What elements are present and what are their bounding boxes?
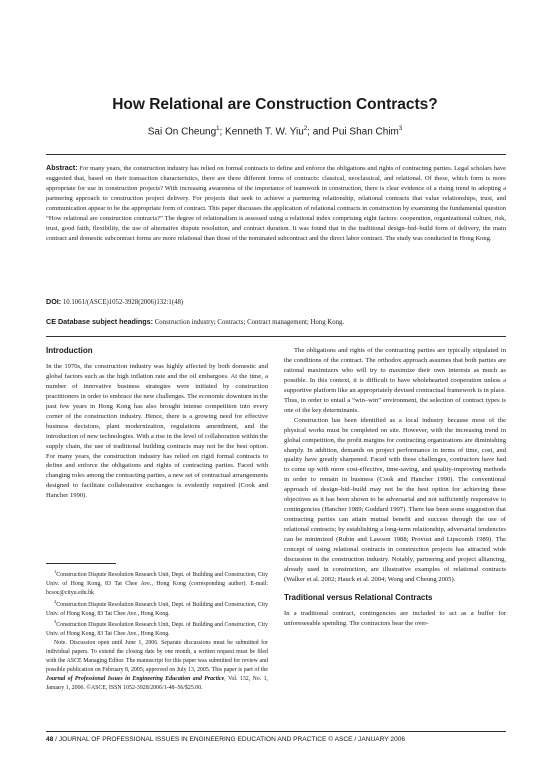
author-name: ; and Pui Shan Chim [307, 126, 399, 138]
top-divider [46, 154, 506, 155]
footnote-1: $^1$Construction Dispute Resolution Research Unit, Dept. of Building and Construction, City Univ. of Hong Kong, 83 Tat Chee Ave., Hong Kong (corresponding author). E-mail: bcsoc@cityu.edu.hk [46, 569, 268, 596]
footer-divider [46, 731, 506, 732]
left-column [46, 346, 268, 501]
author-superscript: 2 [303, 126, 308, 132]
subject-headings-value: Construction industry; Contracts; Contract management; Hong Kong. [154, 319, 345, 326]
footnotes-block [46, 568, 268, 693]
paper-title: How Relational are Construction Contracts? [112, 96, 438, 113]
page-footer [46, 736, 506, 743]
page-number: 48 [46, 736, 54, 743]
intro-paragraph: In the 1970s, the construction industry was highly affected by both domestic and global factors such as the high inflation rate and the oil embargoes. At the time, a number of innovative business strategies were initiated by construction practitioners in order to embrace the new challenges. The economic downturn in the past few years in Hong Kong has also brought intense competition into every corner of the construction industry. Hence, there is a growing need for effective business decisions, plant modernization, regulations amendment, and the introduction of new technologies. With a rise in the level of collaboration within the supply chain, the use of traditional building contracts may not be the best option. For many years, the construction industry has relied on rigid formal contracts to define and enforce the obligations and rights of contracting parties. Faced with changing roles among the contracting parties, a new set of contractual arrangements designed to facilitate collaborative exchanges is evidently required (Cook and Hancher 1990). [46, 362, 268, 500]
section-heading-traditional-vs-relational: Traditional versus Relational Contracts [284, 592, 433, 602]
author-name: Sai On Cheung [147, 126, 217, 138]
footnote-3: $^3$Construction Dispute Resolution Research Unit, Dept. of Building and Construction, City Univ. of Hong Kong, 83 Tat Chee Ave., Hong Kong. [46, 619, 268, 638]
abstract-bottom-divider [46, 336, 506, 337]
footnote-divider [46, 563, 116, 564]
abstract-block [46, 163, 506, 244]
doi-label: DOI: [46, 297, 62, 306]
doi-line [46, 297, 506, 306]
right-column [284, 346, 506, 629]
doi-value[interactable]: 10.1061/(ASCE)1052-3928(2006)132:1(48) [62, 299, 184, 306]
author-superscript: 1 [216, 126, 220, 132]
section-heading-introduction: Introduction [46, 346, 93, 355]
journal-name: Journal of Professional Issues in Engineering Education and Practice [46, 675, 225, 682]
footer-journal: / JOURNAL OF PROFESSIONAL ISSUES IN ENGINEERING EDUCATION AND PRACTICE © ASCE / JANUARY 2006 [53, 736, 406, 743]
right-paragraph-1: The obligations and rights of the contracting parties are typically stipulated in the conditions of the contract. The orthodox approach assumes that both parties are rational maximizers who will try to maximize their own interests as much as possible. In this context, it is difficult to have wholehearted cooperation unless a supportive platform like an appropriately devised contractual framework is in place. Thus, in order to entail a “win–win” environment, the selection of contract types is one of the key determinants. [284, 347, 506, 414]
footnote-2: $^2$Construction Dispute Resolution Research Unit, Dept. of Building and Construction, City Univ. of Hong Kong, 83 Tat Chee Ave., Hong Kong. [46, 598, 268, 617]
right-paragraph-2: Construction has been identified as a local industry because most of the physical works must be completed on site. However, with the increasing trend in global competition, the profit margins for contracting organizations are diminishing sharply. In addition, demands on project performance in terms of time, cost, and quality have greatly sharpened. Faced with these challenges, contractors have had to come up with more cost-effective, time-saving, and quality-improving methods in order to remain in business (Cook and Hancher 1990). The conventional approach of design–bid–build may not be the best option for achieving these objectives as it has been shown to be adversarial and not sufficiently responsive to contingencies (Hancher 1989; Goddard 1997). There has been some suggestion that contracting parties can attain mutual benefit and success through the use of relational contracts; by establishing a long-term relationship, adversarial tendencies can be minimized (Rubin and Lawson 1988; Provost and Lipscomb 1989). The concept of using relational contracts in construction projects has attracted wide discussion in the construction industry. Notably, partnering and project alliancing, already used in construction, are illustrative examples of relational contracts (Walker et al. 2002; Hauck et al. 2004; Wong and Cheung 2005). [284, 416, 506, 583]
right-paragraph-3: In a traditional contract, contingencies are included to act as a buffer for unforeseeable spending. The contractors bear the over- [284, 609, 506, 627]
abstract-text: For many years, the construction industry has relied on formal contracts to define and enforce the obligations and rights of contracting parties. Legal scholars have suggested that, based on their transaction characteristics, there are three different forms of contracts: classical, neoclassical, and relational. Of these, which form is more appropriate for use in construction projects? With increasing awareness of the importance of teamwork in construction, there is clear evidence of a rising trend in adopting a partnering approach to construction project delivery. For projects that seek to achieve a partnering relationship, relational contracts that value relationships, trust, and communication appear to be the appropriate form of contract. This paper discusses the application of relational contracts in construction by examining the fundamental question “How relational are construction contracts?” The degree of relationalism is assessed using a relational index comprising eight factors: cooperation, organizational culture, risk, trust, good faith, flexibility, the use of alternative dispute resolution, and contract duration. It was found that in the traditional design–bid–build form of delivery, the main contract and domestic subcontract forms are more relational than those of the nominated subcontract and the direct labor contract. The study was conducted in Hong Kong. [46, 165, 507, 243]
abstract-label: Abstract: [46, 163, 78, 172]
subject-headings [46, 317, 506, 326]
discussion-note: Note. Discussion open until June 1, 2006. Separate discussions must be submitted for individual papers. To extend the closing date by one month, a written request must be filed with the ASCE Managing Editor. The manuscript for this paper was submitted for review and possible publication on February 8, 2005; approved on July 13, 2005. This paper is part of the Journal of Professional Issues in Engineering Education and Practice, Vol. 132, No. 1, January 1, 2006. ©ASCE, ISSN 1052-3928/2006/1-48–56/$25.00. [46, 640, 268, 691]
author-superscript: 3 [398, 126, 403, 132]
author-line [0, 126, 550, 137]
author-name: ; Kenneth T. W. Yiu [219, 126, 304, 138]
subject-headings-label: CE Database subject headings: [46, 317, 154, 326]
